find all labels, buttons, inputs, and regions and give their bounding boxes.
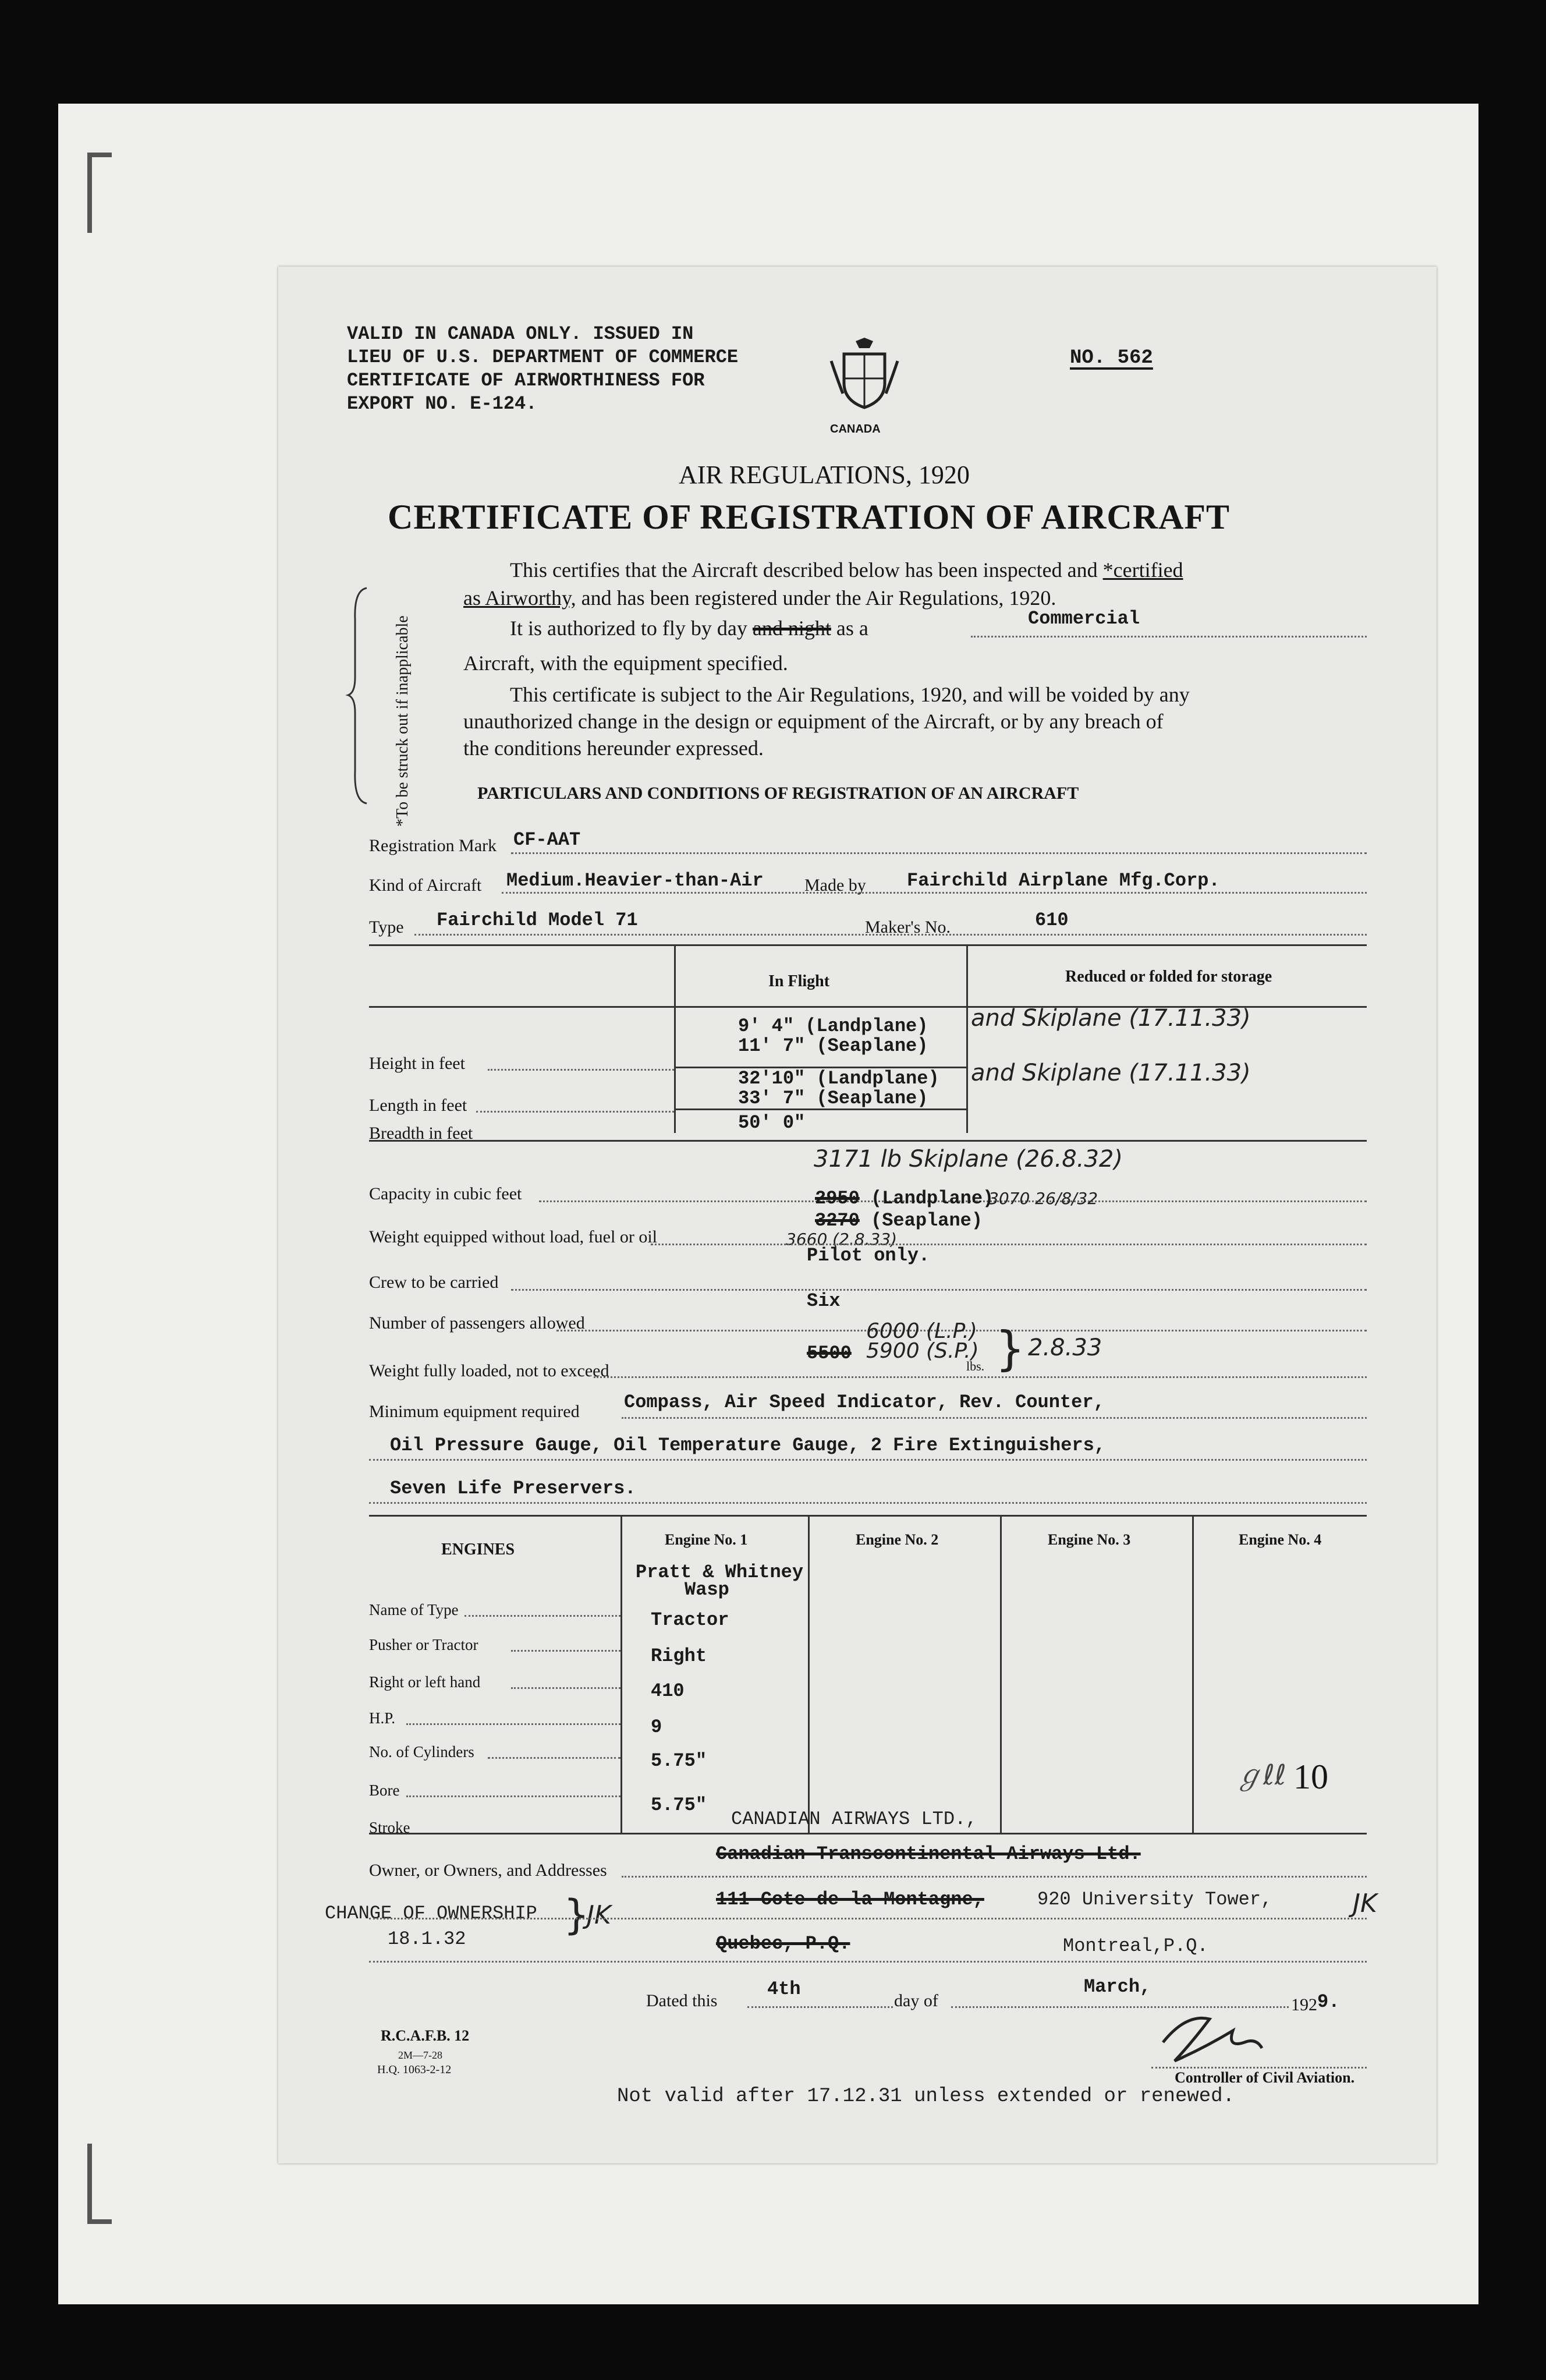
- weight-full-brace: }: [995, 1322, 1025, 1376]
- equipment-rule-2: [369, 1459, 1367, 1461]
- engines-table-bottom: [369, 1833, 1367, 1834]
- engine-1-type-line-1: Pratt & Whitney: [636, 1561, 804, 1583]
- height-landplane: 9' 4" (Landplane): [738, 1015, 928, 1037]
- owner-line-3: [369, 1961, 1367, 1963]
- crop-mark-top-left: [87, 153, 112, 233]
- weight-full-unit: lbs.: [966, 1359, 985, 1373]
- new-address-1: 920 University Tower,: [1037, 1889, 1272, 1910]
- engines-heading: ENGINES: [441, 1540, 515, 1559]
- length-row-rule: [674, 1108, 966, 1110]
- stamp-line-1: VALID IN CANADA ONLY. ISSUED IN: [347, 323, 694, 345]
- passengers-label: Number of passengers allowed: [369, 1313, 585, 1333]
- dated-day-of: day of: [894, 1991, 938, 2010]
- dated-month: March,: [1084, 1976, 1151, 1998]
- weight-empty-landplane: [815, 1188, 994, 1209]
- engine-1-stroke: 5.75": [651, 1794, 707, 1816]
- weight-full-label: Weight fully loaded, not to exceed: [369, 1361, 609, 1380]
- weight-full-date: 2.8.33: [1028, 1334, 1102, 1361]
- engine-row-line-cylinders: [488, 1757, 620, 1759]
- stamp-line-2: LIEU OF U.S. DEPARTMENT OF COMMERCE: [347, 346, 739, 368]
- preamble-text-2a: It is authorized to fly by day: [510, 617, 753, 640]
- col-storage: Reduced or folded for storage: [1065, 968, 1272, 986]
- engine-col-2: Engine No. 2: [856, 1531, 939, 1548]
- length-landplane: 32'10" (Landplane): [738, 1068, 939, 1089]
- crest-caption: CANADA: [830, 423, 881, 435]
- height-values: [738, 1017, 928, 1056]
- crop-mark-bottom-left: [87, 2144, 112, 2224]
- owner-line-1: [622, 1876, 1367, 1878]
- change-brace: }: [563, 1891, 590, 1939]
- crew-label: Crew to be carried: [369, 1273, 499, 1292]
- engine-1-bore: 5.75": [651, 1750, 707, 1772]
- regulations-heading: AIR REGULATIONS, 1920: [679, 461, 970, 489]
- breadth-label: Breadth in feet: [369, 1124, 473, 1143]
- old-owner-name: Canadian Transcontinental Airways Ltd.: [716, 1843, 1141, 1865]
- certificate-sheet: [278, 267, 1437, 2163]
- capacity-note: 3171 lb Skiplane (26.8.32): [814, 1146, 1123, 1173]
- preamble-line-5: This certificate is subject to the Air Regulations, 1920, and will be voided by any: [510, 683, 1190, 706]
- dated-day: 4th: [767, 1978, 801, 2000]
- preamble-text-1d: and has been registered under the Air Regulations, 1920.: [576, 586, 1056, 610]
- capacity-label: Capacity in cubic feet: [369, 1184, 522, 1203]
- engines-col-divider-2: [808, 1515, 810, 1833]
- form-number: R.C.A.F.B. 12: [381, 2027, 470, 2044]
- new-owner-name: CANADIAN AIRWAYS LTD.,: [731, 1808, 977, 1830]
- engine-row-label-pusher: Pusher or Tractor: [369, 1636, 478, 1653]
- engines-col-divider-4: [1192, 1515, 1194, 1833]
- engine-row-label-cylinders: No. of Cylinders: [369, 1743, 474, 1761]
- kind-label: Kind of Aircraft: [369, 876, 482, 895]
- weight-full-old: 5500: [807, 1343, 852, 1364]
- equipment-rule-1: [622, 1417, 1367, 1419]
- equipment-label: Minimum equipment required: [369, 1402, 580, 1421]
- weight-full-line: [594, 1376, 1367, 1378]
- coat-of-arms-icon: [827, 338, 902, 419]
- weight-full-seaplane: 5900 (S.P.): [866, 1339, 979, 1363]
- owner-label: Owner, or Owners, and Addresses: [369, 1861, 607, 1880]
- registration-mark-line: [511, 852, 1367, 854]
- weight-empty-seaplane: [815, 1210, 983, 1231]
- particulars-heading: PARTICULARS AND CONDITIONS OF REGISTRATION OF AN AIRCRAFT: [477, 784, 1079, 803]
- length-values: [738, 1069, 939, 1108]
- controller-signature: [1151, 2007, 1268, 2071]
- engines-col-divider-1: [620, 1515, 622, 1833]
- weight-empty-current: 3660 (2.8.33): [786, 1230, 898, 1249]
- made-by-value: Fairchild Airplane Mfg.Corp.: [907, 870, 1220, 891]
- old-address-1: 111 Cote de la Montagne,: [716, 1889, 984, 1910]
- kind-line: [502, 892, 1367, 894]
- equipment-line-3: Seven Life Preservers.: [390, 1478, 636, 1499]
- dated-year: [1291, 1991, 1339, 2015]
- height-label: Height in feet: [369, 1054, 465, 1073]
- engine-col-4: Engine No. 4: [1239, 1531, 1322, 1548]
- weight-full-landplane: 6000 (L.P.): [866, 1319, 977, 1343]
- export-stamp: [347, 323, 738, 416]
- engine-col-3: Engine No. 3: [1048, 1531, 1131, 1548]
- preamble-line-2: [463, 586, 1056, 610]
- engine-row-label-type: Name of Type: [369, 1601, 459, 1618]
- address-initials: JK: [1353, 1889, 1377, 1918]
- preamble-line-3: [510, 616, 868, 640]
- dimensions-col-divider-1: [674, 944, 676, 1133]
- engine-row-label-hp: H.P.: [369, 1709, 396, 1727]
- passengers-value: Six: [807, 1290, 841, 1312]
- engine-row-line-hand: [511, 1687, 620, 1689]
- engine-col-1: Engine No. 1: [665, 1531, 748, 1548]
- validity-note: Not valid after 17.12.31 unless extended or renewed.: [617, 2085, 1235, 2108]
- height-seaplane: 11' 7" (Seaplane): [738, 1035, 928, 1057]
- form-print-run: 2M—7-28: [398, 2049, 442, 2061]
- preamble-text-1b: *certified: [1102, 558, 1183, 582]
- preamble-line-1: [510, 558, 1183, 582]
- preamble-line-4: Aircraft, with the equipment specified.: [463, 651, 788, 675]
- length-line: [476, 1111, 674, 1113]
- engine-row-line-bore: [406, 1795, 620, 1797]
- new-address-2: Montreal,P.Q.: [1063, 1935, 1208, 1957]
- dated-year-suffix: 9.: [1317, 1991, 1340, 2013]
- brace-icon: [343, 585, 378, 806]
- weight-empty-seaplane-suffix: (Seaplane): [871, 1210, 983, 1231]
- length-note: and Skiplane (17.11.33): [971, 1060, 1251, 1086]
- weight-empty-line: [651, 1244, 1367, 1245]
- preamble-text-2c: as a: [831, 617, 868, 640]
- dated-day-line: [747, 2006, 893, 2008]
- owner-line-2: [369, 1918, 1367, 1919]
- page-stamp-scribble: ℊℓℓ: [1235, 1759, 1286, 1791]
- dimensions-table-bottom: [369, 1140, 1367, 1142]
- type-label: Type: [369, 918, 404, 937]
- preamble-text-1c: as Airworthy,: [463, 586, 576, 610]
- stamp-line-4: EXPORT NO. E-124.: [347, 393, 537, 415]
- engine-row-label-hand: Right or left hand: [369, 1673, 481, 1691]
- engine-1-pusher-tractor: Tractor: [651, 1609, 729, 1631]
- equipment-line-1: Compass, Air Speed Indicator, Rev. Counter,: [624, 1391, 1105, 1413]
- engine-row-label-bore: Bore: [369, 1782, 400, 1799]
- equipment-line-2: Oil Pressure Gauge, Oil Temperature Gauge, 2 Fire Extinguishers,: [390, 1435, 1105, 1456]
- engine-row-label-stroke: Stroke: [369, 1819, 410, 1836]
- dated-label: Dated this: [646, 1991, 718, 2010]
- length-seaplane: 33' 7" (Seaplane): [738, 1088, 928, 1109]
- makers-no-value: 610: [1035, 909, 1069, 931]
- length-label: Length in feet: [369, 1096, 467, 1115]
- engine-row-line-type: [464, 1615, 620, 1617]
- form-hq-reference: H.Q. 1063-2-12: [377, 2063, 452, 2076]
- change-of-ownership: CHANGE OF OWNERSHIP: [325, 1903, 537, 1924]
- use-category-line: [971, 636, 1367, 638]
- preamble-text-1a: This certifies that the Aircraft described below has been inspected and: [510, 558, 1103, 582]
- weight-empty-seaplane-old: 3270: [815, 1210, 860, 1231]
- height-note: and Skiplane (17.11.33): [971, 1005, 1251, 1032]
- side-note-brace: [343, 585, 378, 806]
- signature-line: [1151, 2067, 1367, 2069]
- makers-no-label: Maker's No.: [865, 918, 951, 937]
- breadth-value: 50' 0": [738, 1112, 806, 1134]
- engine-1-hp: 410: [651, 1680, 685, 1702]
- preamble-line-7: the conditions hereunder expressed.: [463, 736, 764, 760]
- stamp-line-3: CERTIFICATE OF AIRWORTHINESS FOR: [347, 370, 705, 391]
- controller-caption: Controller of Civil Aviation.: [1175, 2069, 1355, 2086]
- type-value: Fairchild Model 71: [437, 909, 638, 931]
- crew-value: Pilot only.: [807, 1245, 930, 1266]
- page-number: 10: [1293, 1758, 1328, 1796]
- side-note: *To be struck out if inapplicable: [393, 615, 412, 827]
- change-date: 18.1.32: [388, 1928, 466, 1950]
- preamble-line-6: unauthorized change in the design or equipment of the Aircraft, or by any breach of: [463, 710, 1164, 733]
- made-by-label: Made by: [804, 876, 866, 895]
- registration-mark-value: CF-AAT: [513, 829, 581, 851]
- dimensions-table-top: [369, 944, 1367, 946]
- dimensions-col-divider-2: [966, 944, 968, 1133]
- equipment-rule-3: [369, 1502, 1367, 1504]
- engine-1-cylinders: 9: [651, 1716, 662, 1738]
- change-initials: JK: [587, 1900, 611, 1930]
- engine-1-type: [636, 1561, 804, 1600]
- weight-empty-landplane-old: 2950: [815, 1188, 860, 1209]
- weight-empty-landplane-note: 3070 26/8/32: [988, 1189, 1098, 1208]
- engines-col-divider-3: [1000, 1515, 1002, 1833]
- engines-table-top: [369, 1515, 1367, 1517]
- page-title: CERTIFICATE OF REGISTRATION OF AIRCRAFT: [388, 498, 1231, 536]
- crew-line: [511, 1289, 1367, 1291]
- use-category-value: Commercial: [1028, 608, 1140, 629]
- old-address-2: Quebec, P.Q.: [716, 1933, 850, 1954]
- weight-empty-label: Weight equipped without load, fuel or oil: [369, 1227, 657, 1246]
- registration-mark-label: Registration Mark: [369, 836, 497, 855]
- kind-value: Medium.Heavier-than-Air: [506, 870, 764, 891]
- preamble-text-2b: and night: [752, 617, 831, 640]
- dated-year-prefix: 192: [1291, 1995, 1317, 2014]
- engine-row-line-pusher: [511, 1650, 620, 1652]
- engine-1-hand: Right: [651, 1645, 707, 1667]
- col-in-flight: In Flight: [768, 972, 830, 990]
- engine-row-line-hp: [406, 1723, 620, 1725]
- weight-empty-landplane-suffix: (Landplane): [871, 1188, 994, 1209]
- certificate-number: NO. 562: [1070, 347, 1153, 369]
- engine-1-type-line-2: Wasp: [685, 1579, 729, 1600]
- height-line: [488, 1069, 674, 1071]
